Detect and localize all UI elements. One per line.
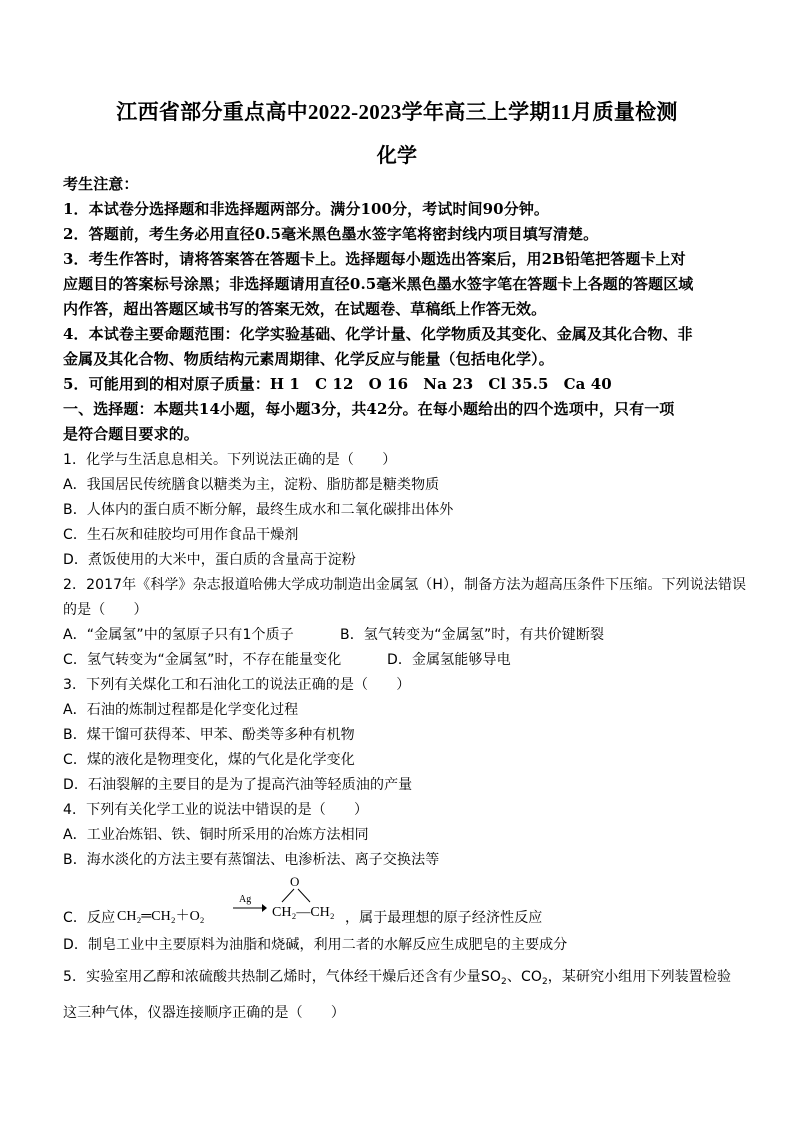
- notice-line: 5．可能用到的相对原子质量：H 1 C 12 O 16 Na 23 Cl 35.5 Ca 40: [63, 375, 612, 393]
- option-d: D．金属氢能够导电: [387, 652, 511, 668]
- option-b: B．海水淡化的方法主要有蒸馏法、电渗析法、离子交换法等: [63, 852, 440, 868]
- option-d: D．石油裂解的主要目的是为了提高汽油等轻质油的产量: [63, 777, 413, 793]
- epoxide-oxygen: O: [290, 874, 300, 889]
- question-stem: 4．下列有关化学工业的说法中错误的是（ ）: [63, 802, 369, 818]
- option-a: A．“金属氢”中的氢原子只有1个质子: [63, 627, 294, 643]
- section-header: 一、选择题：本题共14小题，每小题3分，共42分。在每小题给出的四个选项中，只有一项: [63, 400, 675, 418]
- reaction-arrow-icon: [232, 902, 268, 914]
- question-stem: 1．化学与生活息息相关。下列说法正确的是（ ）: [63, 452, 397, 468]
- catalyst-label: Ag: [239, 894, 252, 905]
- epoxide-ring-icon: [276, 888, 316, 904]
- option-b: B．人体内的蛋白质不断分解，最终生成水和二氧化碳排出体外: [63, 502, 454, 518]
- option-c: C．生石灰和硅胶均可用作食品干燥剂: [63, 527, 299, 543]
- reaction-reactants: CH₂═CH₂＋O₂: [117, 909, 205, 924]
- option-c: C．氢气转变为“金属氢”时，不存在能量变化: [63, 652, 342, 668]
- option-b: B．氢气转变为“金属氢”时，有共价键断裂: [340, 627, 605, 643]
- notice-line: 2．答题前，考生务必用直径0.5毫米黑色墨水签字笔将密封线内项目填写清楚。: [63, 225, 599, 243]
- option-c-suffix: ，属于最理想的原子经济性反应: [345, 910, 543, 926]
- notice-line: 3．考生作答时，请将答案答在答题卡上。选择题每小题选出答案后，用2B铅笔把答题卡上对: [63, 250, 686, 268]
- question-stem: 5．实验室用乙醇和浓硫酸共热制乙烯时，气体经干燥后还含有少量$SO_2$、$CO_2$，某研究小组用下列装置检验: [63, 969, 732, 987]
- option-a: A．我国居民传统膳食以糖类为主，淀粉、脂肪都是糖类物质: [63, 477, 440, 493]
- question-stem: 这三种气体，仪器连接顺序正确的是（ ）: [63, 1005, 345, 1021]
- question-stem: 2．2017年《科学》杂志报道哈佛大学成功制造出金属氢（H），制备方法为超高压条件下压缩。下列说法错误: [63, 577, 747, 593]
- option-d: D．煮饭使用的大米中，蛋白质的含量高于淀粉: [63, 552, 356, 568]
- question-stem: 的是（ ）: [63, 602, 148, 618]
- exam-title: 江西省部分重点高中2022-2023学年高三上学期11月质量检测: [116, 100, 678, 124]
- option-b: B．煤干馏可获得苯、甲苯、酚类等多种有机物: [63, 727, 355, 743]
- option-a: A．工业冶炼铝、铁、铜时所采用的冶炼方法相同: [63, 827, 369, 843]
- notice-header: 考生注意：: [63, 175, 139, 193]
- notice-line: 1．本试卷分选择题和非选择题两部分。满分100分，考试时间90分钟。: [63, 200, 550, 218]
- epoxide-product: CH₂—CH₂: [272, 905, 335, 920]
- notice-line: 内作答，超出答题区域书写的答案无效，在试题卷、草稿纸上作答无效。: [63, 300, 547, 318]
- option-c: C．煤的液化是物理变化，煤的气化是化学变化: [63, 752, 355, 768]
- notice-line: 4．本试卷主要命题范围：化学实验基础、化学计量、化学物质及其变化、金属及其化合物、非: [63, 325, 693, 343]
- notice-line: 金属及其化合物、物质结构元素周期律、化学反应与能量（包括电化学）。: [63, 350, 554, 368]
- subject-title: 化学: [376, 145, 418, 167]
- option-d: D．制皂工业中主要原料为油脂和烧碱，利用二者的水解反应生成肥皂的主要成分: [63, 937, 568, 953]
- notice-line: 应题目的答案标号涂黑；非选择题请用直径0.5毫米黑色墨水签字笔在答题卡上各题的答题区域: [63, 275, 694, 293]
- option-a: A．石油的炼制过程都是化学变化过程: [63, 702, 299, 718]
- option-c-prefix: C．反应: [63, 910, 116, 926]
- question-stem: 3．下列有关煤化工和石油化工的说法正确的是（ ）: [63, 677, 411, 693]
- section-header: 是符合题目要求的。: [63, 425, 199, 443]
